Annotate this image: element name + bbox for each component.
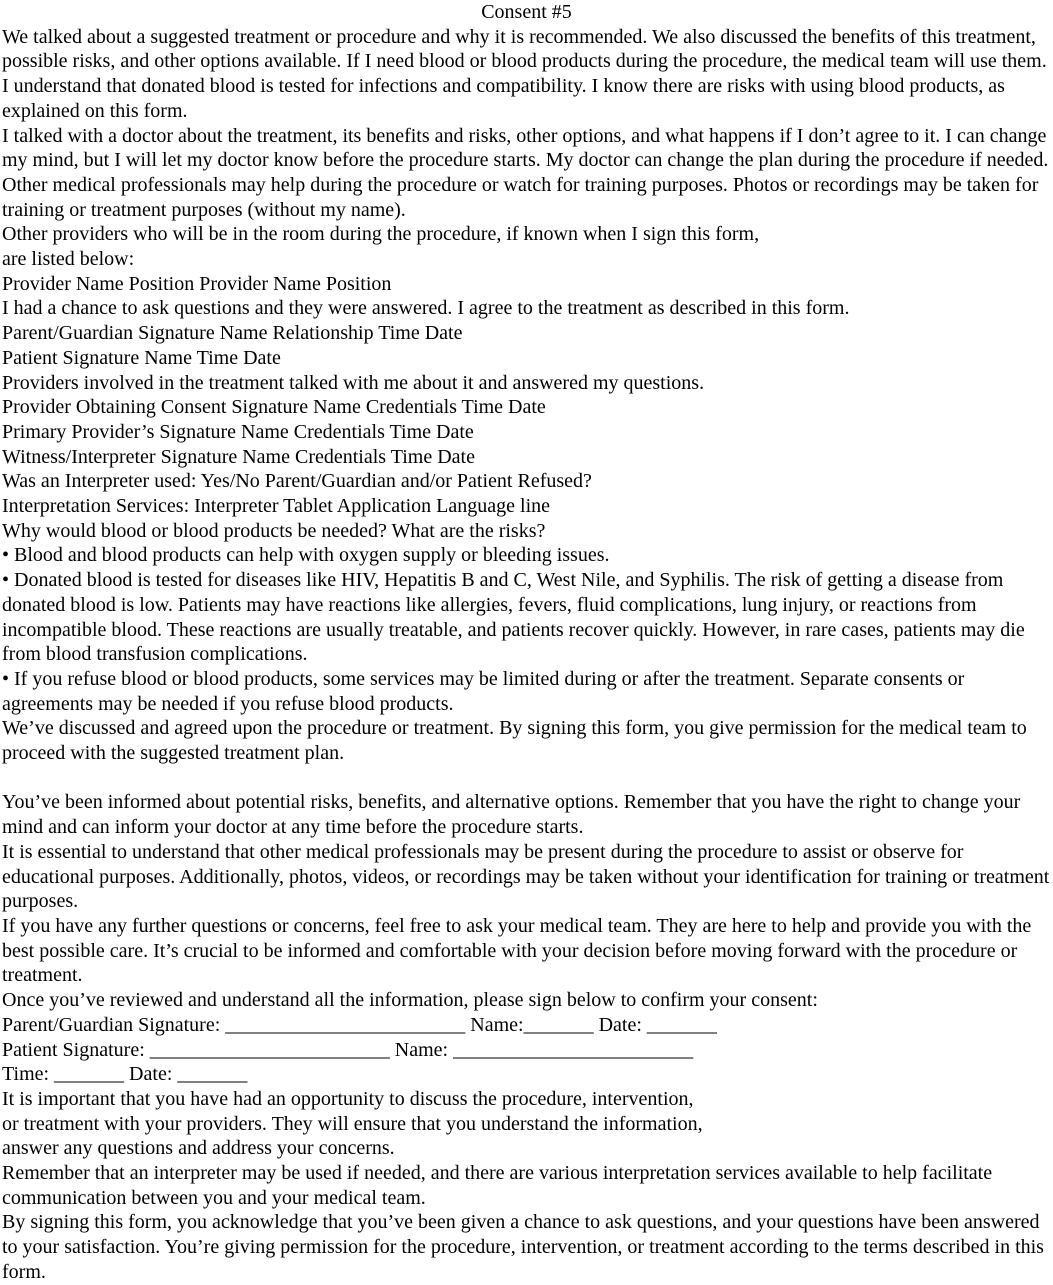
guardian-signature-field: Parent/Guardian Signature: ________________________ Name:_______ Date: _______ <box>2 1013 717 1036</box>
interpreter-note-paragraph: Remember that an interpreter may be used if needed, and there are various interpretation services available to help facilitate communication between you and your medical team. <box>2 1162 993 1209</box>
blood-bullet-oxygen: • Blood and blood products can help with oxygen supply or bleeding issues. <box>2 544 610 567</box>
provider-table-header: Provider Name Position Provider Name Position <box>2 272 392 295</box>
blood-question-heading: Why would blood or blood products be needed? What are the risks? <box>2 519 546 542</box>
informed-paragraph: You’ve been informed about potential risks, benefits, and alternative options. Remember that you have the right to change your mind and can inform your doctor at any time before the procedure starts. <box>2 791 1021 839</box>
primary-provider-line: Primary Provider’s Signature Name Credentials Time Date <box>2 420 474 443</box>
witness-interpreter-line: Witness/Interpreter Signature Name Credentials Time Date <box>2 445 475 468</box>
interpreter-used-line: Was an Interpreter used: Yes/No Parent/Guardian and/or Patient Refused? <box>2 470 592 493</box>
patient-signature-line: Patient Signature Name Time Date <box>2 346 281 369</box>
interpretation-services-line: Interpretation Services: Interpreter Tablet Application Language line <box>2 495 551 518</box>
important-line-1: It is important that you have had an opportunity to discuss the procedure, intervention, <box>2 1087 694 1110</box>
blood-bullet-refusal: • If you refuse blood or blood products, some services may be limited during or after the treatment. Separate consents or agreements may be needed if you refuse blood products. <box>2 667 965 715</box>
document-title: Consent #5 <box>481 1 572 23</box>
patient-signature-field: Patient Signature: ________________________ Name: ________________________ <box>2 1038 694 1061</box>
providers-involved-line: Providers involved in the treatment talked with me about it and answered my questions. <box>2 371 705 394</box>
blood-bullet-testing: • Donated blood is tested for diseases like HIV, Hepatitis B and C, West Nile, and Syphilis. The risk of getting a disease from donated blood is low. Patients may have reactions like allergies, fevers, fluid complications, lung injury, or reactions from incompatible blood. These reactions are usually treatable, and patients recover quickly. However, in rare cases, patients may die from blood transfusion complications. <box>2 569 1025 666</box>
essential-paragraph: It is essential to understand that other medical professionals may be present during the procedure to assist or observe for educational purposes. Additionally, photos, videos, or recordings may be taken without your identification for training or treatment purposes. <box>2 840 1050 913</box>
important-line-2: or treatment with your providers. They will ensure that you understand the information, <box>2 1112 703 1135</box>
guardian-signature-line: Parent/Guardian Signature Name Relationship Time Date <box>2 322 463 345</box>
sign-instruction-line: Once you’ve reviewed and understand all the information, please sign below to confirm your consent: <box>2 989 818 1012</box>
agreement-statement: I had a chance to ask questions and they were answered. I agree to the treatment as described in this form. <box>2 297 850 320</box>
important-line-3: answer any questions and address your concerns. <box>2 1137 395 1160</box>
discussed-agreed-paragraph: We’ve discussed and agreed upon the procedure or treatment. By signing this form, you give permission for the medical team to proceed with the suggested treatment plan. <box>2 717 1027 765</box>
doctor-discussion-paragraph: I talked with a doctor about the treatment, its benefits and risks, other options, and what happens if I don’t agree to it. I can change my mind, but I will let my doctor know before the procedure starts. My doctor can change the plan during the procedure if needed. Other medical professionals may help during the procedure or watch for training purposes. Photos or recordings may be taken for training or treatment purposes (without my name). <box>2 124 1049 221</box>
treatment-paragraph: We talked about a suggested treatment or procedure and why it is recommended. We also discussed the benefits of this treatment, possible risks, and other options available. If I need blood or blood products during the procedure, the medical team will use them. I understand that donated blood is tested for infections and compatibility. I know there are risks with using blood products, as explained on this form. <box>2 25 1047 122</box>
acknowledgement-paragraph: By signing this form, you acknowledge that you’ve been given a chance to ask questions, and your questions have been answered to your satisfaction. You’re giving permission for the procedure, intervention, or treatment according to the terms described in this form. <box>2 1211 1044 1283</box>
other-providers-line: Other providers who will be in the room during the procedure, if known when I sign this form, <box>2 223 760 246</box>
provider-obtaining-consent-line: Provider Obtaining Consent Signature Name Credentials Time Date <box>2 396 546 419</box>
further-questions-paragraph: If you have any further questions or concerns, feel free to ask your medical team. They are here to help and provide you with the best possible care. It’s crucial to be informed and comfortable with your decision before moving forward with the procedure or treatment. <box>2 915 1032 987</box>
listed-below-line: are listed below: <box>2 248 135 271</box>
paragraph-spacer <box>2 766 1051 791</box>
time-date-field: Time: _______ Date: _______ <box>2 1063 248 1086</box>
